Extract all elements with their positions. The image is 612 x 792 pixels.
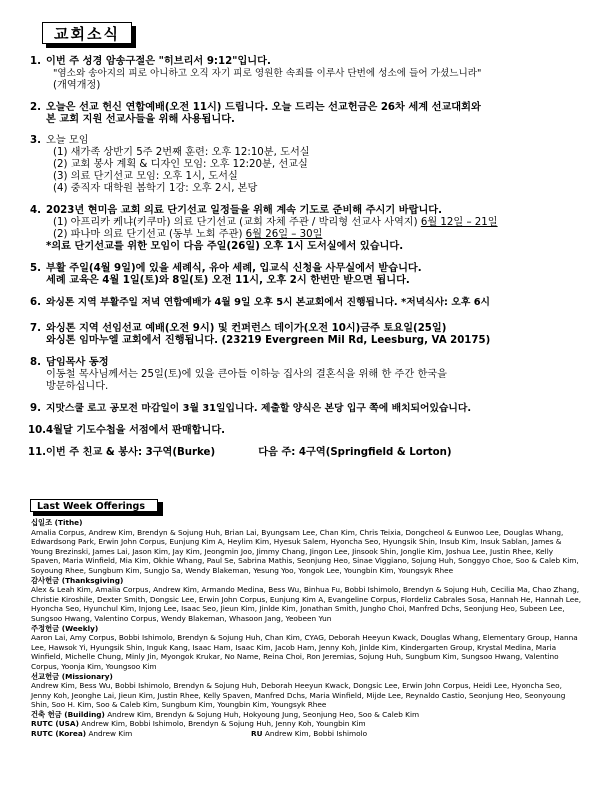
offerings-list [31, 518, 583, 739]
news-item-7 [30, 323, 590, 347]
item-number: 1. [30, 56, 41, 67]
news-item-10 [30, 425, 590, 437]
news-item-8 [30, 357, 590, 393]
news-item-4 [30, 205, 590, 253]
news-item-1 [30, 56, 590, 92]
mission-trip-panama: (2) 파나마 의료 단기선교 (동부 노회 주관) [53, 229, 246, 240]
tithe-label: 십일조 (Tithe) [31, 518, 83, 527]
item-text: 지맛스쿨 로고 공모전 마감일이 3월 31일입니다. 제출할 양식은 본당 입구 쪽에 배치되어있습니다. [46, 403, 472, 414]
news-item-11 [30, 447, 590, 459]
meeting-line: (2) 교회 봉사 계획 & 디자인 모임: 오후 12:20분, 선교실 [53, 159, 308, 170]
item-number: 5. [30, 263, 41, 274]
news-item-2 [30, 102, 590, 126]
verse-text: "염소와 송아지의 피로 아니하고 오직 자기 피로 영원한 속죄를 이루사 단번에 성소에 들어 가셨느니라" [53, 68, 482, 79]
missionary-label: 선교헌금 (Missionary) [31, 671, 113, 681]
item-number: 8. [30, 357, 41, 368]
item-text: 와싱톤 임마누엘 교회에서 진행됩니다. (23219 Evergreen Mil Rd, Leesburg, VA 20175) [46, 335, 491, 346]
meeting-line: (1) 새가족 상반기 5주 2번째 훈련: 오후 12:10분, 도서실 [53, 147, 310, 158]
rutc-usa-label: RUTC (USA) [31, 719, 79, 729]
building-label: 건축 헌금 (Building) [31, 709, 105, 719]
weekly-names: Aaron Lai, Amy Corpus, Bobbi Ishimolo, Brendyn & Sojung Huh, Chan Kim, CYAG, Deborah Heeyun Kwack, Douglas Whang, Elementary Group, Hanna Lee, Hawsok Yi, Hyungsik Shin, Inguk Kang, Isaac Ham, Isaac Kim, Jacob Ham, Jenny Koh, Jinlde Kim, Kindergarten Group, Krystal Medina, Maria Winfield, Michelle Chung, Minly Jin, Myongok Krukar, No Name, Reina Choi, Ron Jeremias, Sojung Huh, Sungbum Kim, Sungsoo Hwang, Valentino Corpus, Yoonja Kim, Youngsoo Kim [31, 633, 578, 671]
item-text: 오늘은 선교 헌신 연합예배(오전 11시) 드립니다. 오늘 드리는 선교헌금은 26차 세계 선교대회와 [46, 102, 481, 113]
item-title: 2023년 현미음 교회 의료 단기선교 일정들을 위해 계속 기도로 준비해 주시기 바랍니다. [46, 205, 442, 216]
offerings-heading-label: Last Week Offerings [30, 499, 158, 512]
news-item-3 [30, 135, 590, 195]
meeting-line: (4) 중직자 대학원 봄학기 1강: 오후 2시, 본당 [53, 183, 258, 194]
item-number: 11. [28, 447, 47, 458]
item-text: 이동철 목사님께서는 25일(토)에 있을 큰아들 이하능 집사의 결혼식을 위해 한 주간 한국을 [46, 369, 447, 380]
item-text: 이번 주 성경 암송구절은 "히브리서 9:12"입니다. [46, 56, 271, 67]
item-text: 방문하십니다. [46, 381, 109, 392]
church-news-heading [42, 22, 136, 48]
rutc-korea-names: Andrew Kim [88, 729, 133, 739]
item-number: 6. [30, 297, 41, 308]
item-number: 7. [30, 323, 41, 334]
weekly-label: 주정헌금 (Weekly) [31, 623, 99, 633]
building-names: Andrew Kim, Brendyn & Sojung Huh, Hokyoung Jung, Seonjung Heo, Soo & Caleb Kim [107, 709, 420, 719]
item-title: 담임목사 동정 [46, 357, 109, 368]
item-note: *의료 단기선교를 위한 모임이 다음 주일(26일) 오후 1시 도서실에서 있습니다. [46, 241, 404, 252]
item-text: 와싱톤 지역 부활주일 저녁 연합예배가 4월 9일 오후 5시 본교회에서 진행됩니다. *저녁식사: 오후 6시 [46, 297, 490, 308]
thanksgiving-label: 감사헌금 (Thanksgiving) [31, 575, 124, 585]
thanksgiving-names: Alex & Leah Kim, Amalia Corpus, Andrew Kim, Armando Medina, Bess Wu, Binhua Fu, Bobbi Ishimolo, Brendyn & Sojung Huh, Cecilia Ma, Chao Zhang, Christie Kiroshile, Dexter Smith, Dongsic Lee, Erwin John Corpus, Eunjung Kim A, Evangeline Corpus, Flordeliz Cabrales Sosa, Hannah He, Hannah Lee, Hyoncha Seo, Hyunchul Kim, Injong Lee, Isaac Seo, Jieun Kim, Jinlde Kim, Jonathan Smith, Jungho Choi, Manfred Dchs, Seonjung Heo, Subeen Lee, Sungsoo Hwang, Valentino Corpus, Wendy Blakeman, Whasoon Jang, Yeobeen Yun [31, 585, 582, 623]
item-text: 세례 교육은 4월 1일(토)와 8일(토) 오전 11시, 오후 2시 한번만 받으면 됩니다. [46, 275, 410, 286]
mission-trip-kenya: (1) 아프리카 케냐(키쿠마) 의료 단기선교 (교회 자체 주관 / 박리형 선교사 사역지) [53, 217, 421, 228]
missionary-names: Andrew Kim, Bess Wu, Bobbi Ishimolo, Brendyn & Sojung Huh, Deborah Heeyun Kwack, Dongsic Lee, Erwin John Corpus, Heidi Lee, Hyoncha Seo, Jenny Koh, Jeonghe Lai, Jieun Kim, Justin Rhee, Kelly Spaven, Manfred Dchs, Maria Winfield, Mijde Lee, Reynaldo Castio, Seonjung Heo, Seonyoung Shin, Soo H. Kim, Soo & Caleb Kim, Sungbum Kim, Youngbin Kim, Youngsyk Rhee [31, 681, 566, 710]
rutc-usa-names: Andrew Kim, Bobbi Ishimolo, Brendyn & Sojung Huh, Jenny Koh, Youngbin Kim [81, 719, 366, 729]
item-text: 본 교회 지원 선교사들을 위해 사용됩니다. [46, 114, 235, 125]
mission-trip-kenya-dates: 6월 12일 – 21일 [420, 217, 498, 228]
news-item-5 [30, 263, 590, 287]
item-number: 3. [30, 135, 41, 146]
heading-label: 교회소식 [42, 22, 132, 44]
item-number: 10. [28, 425, 47, 436]
rutc-korea-label: RUTC (Korea) [31, 729, 87, 739]
news-item-9 [30, 403, 590, 415]
offerings-heading [30, 499, 164, 517]
fellowship-next-week-label: 다음 주: [258, 447, 296, 458]
item-text: 와싱톤 지역 선임선교 예배(오전 9시) 및 컨퍼런스 데이가(오전 10시)금주 토요일(25일) [46, 323, 447, 334]
item-number: 2. [30, 102, 41, 113]
item-text: 부활 주일(4월 9일)에 있을 세례식, 유아 세례, 입교식 신청을 사무실에서 받습니다. [46, 263, 422, 274]
tithe-names: Amalia Corpus, Andrew Kim, Brendyn & Sojung Huh, Brian Lai, Byungsam Lee, Chan Kim, Chris Teixia, Dongcheol & Eunwoo Lee, Douglas Whang, Edwardsong Park, Erwin John Corpus, Eunjung Kim A, Heylim Kim, Hyesuk Salem, Hyoncha Seo, Hyungsik Shin, Insub Kim, Insuk Sablan, James & Young Brezinski, James Lai, Jason Kim, Jay Kim, Jeongmin Joo, Jimmy Chang, Jingon Lee, Jinsook Shin, Jonglie Kim, Joshua Lee, Justin Rhee, Kelly Spaven, Maria Winfield, Mia Kim, Okhie Whang, Paul Se, Sabrina Mathis, Seonjung Heo, Sinae Viggiano, Sojung Huh, Songgyo Choe, Soo & Caleb Kim, Soyoung Rhee, Sungbum Kim, Sungjo Sa, Wendy Blakeman, Yesung Yoo, Yongok Lee, Youngbin Kim, Youngsyk Rhee [31, 527, 579, 575]
news-item-6 [30, 297, 590, 309]
item-number: 9. [30, 403, 41, 414]
fellowship-this-week: 이번 주 친교 & 봉사: 3구역(Burke) [46, 447, 216, 458]
meeting-line: (3) 의료 단기선교 모임: 오후 1시, 도서실 [53, 171, 238, 182]
verse-source: (개역개정) [53, 80, 101, 91]
ru-names: Andrew Kim, Bobbi Ishimolo [264, 729, 368, 739]
item-text: 4월달 기도수첩을 서점에서 판매합니다. [46, 425, 226, 436]
news-list [30, 56, 590, 459]
fellowship-next-week: 4구역(Springfield & Lorton) [298, 447, 452, 458]
ru-label: RU [251, 729, 263, 739]
item-title: 오늘 모임 [46, 135, 89, 146]
item-number: 4. [30, 205, 41, 216]
mission-trip-panama-dates: 6월 26일 – 30일 [245, 229, 323, 240]
